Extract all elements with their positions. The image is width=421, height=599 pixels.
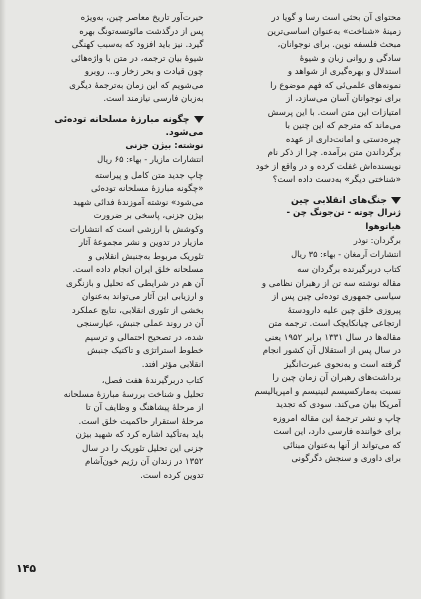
- text-line: برای خواننده فارسی دارد، این است: [273, 427, 401, 437]
- text-line: در سال پس از استقلال آن کشور انجام: [262, 346, 401, 356]
- text-line: نویسنده‌اش غفلت کرده و در واقع از خود: [255, 161, 401, 172]
- text-line: برای داوری و سنجش دگرگونی: [291, 454, 401, 464]
- book-authors: هیاتوهوا: [365, 221, 401, 232]
- author-credit: نوشته: بیژن جزنی: [125, 140, 204, 151]
- text-line: پس از درگذشت مائوتسه‌تونگ بهره: [79, 26, 204, 37]
- text-line: پیروزی خلق چین علیه دارودستهٔ: [287, 305, 401, 316]
- text-line: می‌شود» نوشته آموزندهٔ فدائی شهید: [73, 197, 204, 208]
- publisher-price: انتشارات آرمغان - بهاء: ۳۵ ریال: [291, 248, 401, 259]
- text-line: مقاله‌ها در سال ۱۳۳۱ برابر ۱۹۵۲ یعنی: [264, 332, 401, 343]
- text-columns: [20, 12, 401, 551]
- book-title-line: می‌شود.: [165, 127, 204, 138]
- text-line: که می‌تواند از آنها به‌عنوان مبنائی: [283, 440, 401, 451]
- text-line: گیرد. نیز باید افزود که به‌سبب کهنگی: [71, 40, 204, 50]
- text-line: تئوریک مربوط به‌جنبش انقلابی و: [88, 251, 204, 262]
- text-line: به‌زبان فارسی نیازمند است.: [103, 94, 204, 104]
- text-line: نسبت به‌مارکسیسم لنینیسم و امپریالیسم: [254, 386, 401, 397]
- text-line: کتاب دربرگیرندهٔ هفت فصل،: [101, 376, 204, 386]
- translator-credit: برگردان: نوذر: [353, 235, 401, 245]
- text-line: شیوهٔ بیان ترجمه، در متن با واژه‌هائی: [71, 53, 204, 64]
- text-line: بیژن جزنی، پاسخی بر ضرورت: [93, 211, 204, 221]
- text-line: وکوشش با ارزشی است که انتشارات: [69, 224, 204, 235]
- text-line: چاپ جدید متن کامل و پیراسته: [94, 170, 204, 181]
- book-title: [20, 113, 204, 127]
- text-line: مقاله نوشته سه تن از رهبران نظامی و: [261, 278, 401, 289]
- text-line: مازیار در تدوین و نشر مجموعهٔ آثار: [78, 238, 204, 248]
- text-line: مبحث فلسفه نوین. برای نوجوانان،: [277, 40, 401, 50]
- review-heading: [218, 194, 402, 262]
- text-line: بخشی از تئوری انقلابی، نتایج عملکرد: [71, 305, 204, 316]
- text-line: برداشت‌های رهبران آن زمان چین را: [272, 373, 401, 383]
- text-line: تدوین کرده است.: [140, 470, 204, 481]
- text-line: محتوای آن بحثی است رسا و گویا در: [271, 13, 401, 23]
- review-body-paragraph: [218, 264, 402, 467]
- text-line: استدلال و بهره‌گیری از شواهد و: [287, 67, 401, 77]
- text-line: برگرداندن متن برآمده. چرا از ذکر نام: [267, 148, 401, 158]
- text-line: زمینهٔ «شناخت» به‌عنوان اساسی‌ترین: [267, 26, 401, 37]
- text-line: شده، در تصحیح احتمالی و ترسیم: [84, 332, 204, 343]
- book-title-line: جنگ‌های انقلابی چین: [291, 194, 387, 206]
- book-title: [218, 194, 402, 208]
- text-line: گرفته است و به‌نحوی عبرت‌انگیز: [284, 359, 401, 370]
- text-line: سیاسی جمهوری توده‌ئی چین پس از: [271, 292, 401, 302]
- text-line: می‌شویم که این زمان به‌ترجمهٔ دیگری: [69, 80, 204, 91]
- page-number: ۱۴۵: [16, 562, 37, 575]
- review-body-paragraph: [20, 170, 204, 373]
- review-continuation-paragraph: [218, 12, 402, 188]
- left-column: [20, 12, 204, 551]
- triangle-marker-icon: [194, 116, 204, 123]
- text-line: تحلیل و شناخت بررسهٔ مبارزهٔ مسلحانه: [63, 389, 204, 400]
- review-heading: [20, 113, 204, 167]
- text-line: «شناختی دیگر» به‌دست داده است؟: [272, 175, 401, 185]
- right-column: [218, 12, 402, 551]
- text-line: آن در روند عملی جنبش، عیارسنجی: [76, 319, 204, 329]
- text-line: و ارزیابی این آثار می‌تواند به‌عنوان: [81, 292, 204, 302]
- text-line: کتاب دربرگیرنده برگردان سه: [297, 265, 401, 275]
- text-line: خطوط استراتژی و تاکتیک جنبش: [87, 346, 204, 356]
- text-line: چون قیادت و بحر زخار و... روبرو: [84, 67, 204, 77]
- text-line: ارتجاعی چیانکایچک است. ترجمه متن: [268, 319, 401, 329]
- text-line: آن هم در شرایطی که تحلیل و بازنگری: [66, 278, 204, 289]
- book-authors: ژنرال چوته - تن‌جونگ چن -: [286, 208, 401, 218]
- text-line: سادگی و روانی زبان و شیوهٔ: [299, 53, 401, 64]
- text-line: مرحلهٔ استقرار حاکمیت خلق است.: [78, 416, 204, 427]
- review-continuation-paragraph: [20, 12, 204, 107]
- text-line: حیرت‌آور تاریخ معاصر چین، به‌ویژه: [80, 13, 204, 23]
- text-line: امتیازات این متن است. با این پرسش: [267, 107, 401, 118]
- page-fold-shadow: [0, 0, 6, 599]
- text-line: از مرحلهٔ پیشاهنگ و وظایف آن تا: [85, 403, 204, 413]
- text-line: برای نوجوانان آسان می‌سازد، از: [286, 94, 401, 104]
- text-line: می‌ماند که مترجم که این چنین با: [284, 121, 401, 131]
- text-line: جزنی این تحلیل تئوریک را در سال: [82, 443, 204, 454]
- text-line: آمریکا بیان می‌کند. سودی که تجدید: [276, 400, 401, 410]
- text-line: باید به‌تأکید اشاره کرد که شهید بیژن: [75, 430, 204, 440]
- text-line: مسلحانه خلق ایران انجام داده است.: [72, 265, 204, 275]
- review-closing-paragraph: [20, 375, 204, 483]
- text-line: چیره‌دستی و امانت‌داری از عهده: [285, 134, 401, 145]
- publisher-price: انتشارات مازیار - بهاء: ۶۵ ریال: [97, 154, 204, 164]
- triangle-marker-icon: [391, 197, 401, 204]
- text-line: «چگونه مبارزهٔ مسلحانه توده‌ئی: [90, 184, 204, 194]
- text-line: ۱۳۵۲ در زندان آن رژیم خون‌آشام: [84, 457, 204, 467]
- text-line: چاپ و نشر ترجمهٔ این مقاله امروزه: [272, 413, 401, 424]
- text-line: نمونه‌های علمی‌ئی که فهم موضوع را: [270, 80, 401, 91]
- text-line: انقلابی مؤثر افتد.: [141, 359, 204, 370]
- book-title-line: چگونه مبارزهٔ مسلحانه توده‌ئی: [54, 113, 190, 125]
